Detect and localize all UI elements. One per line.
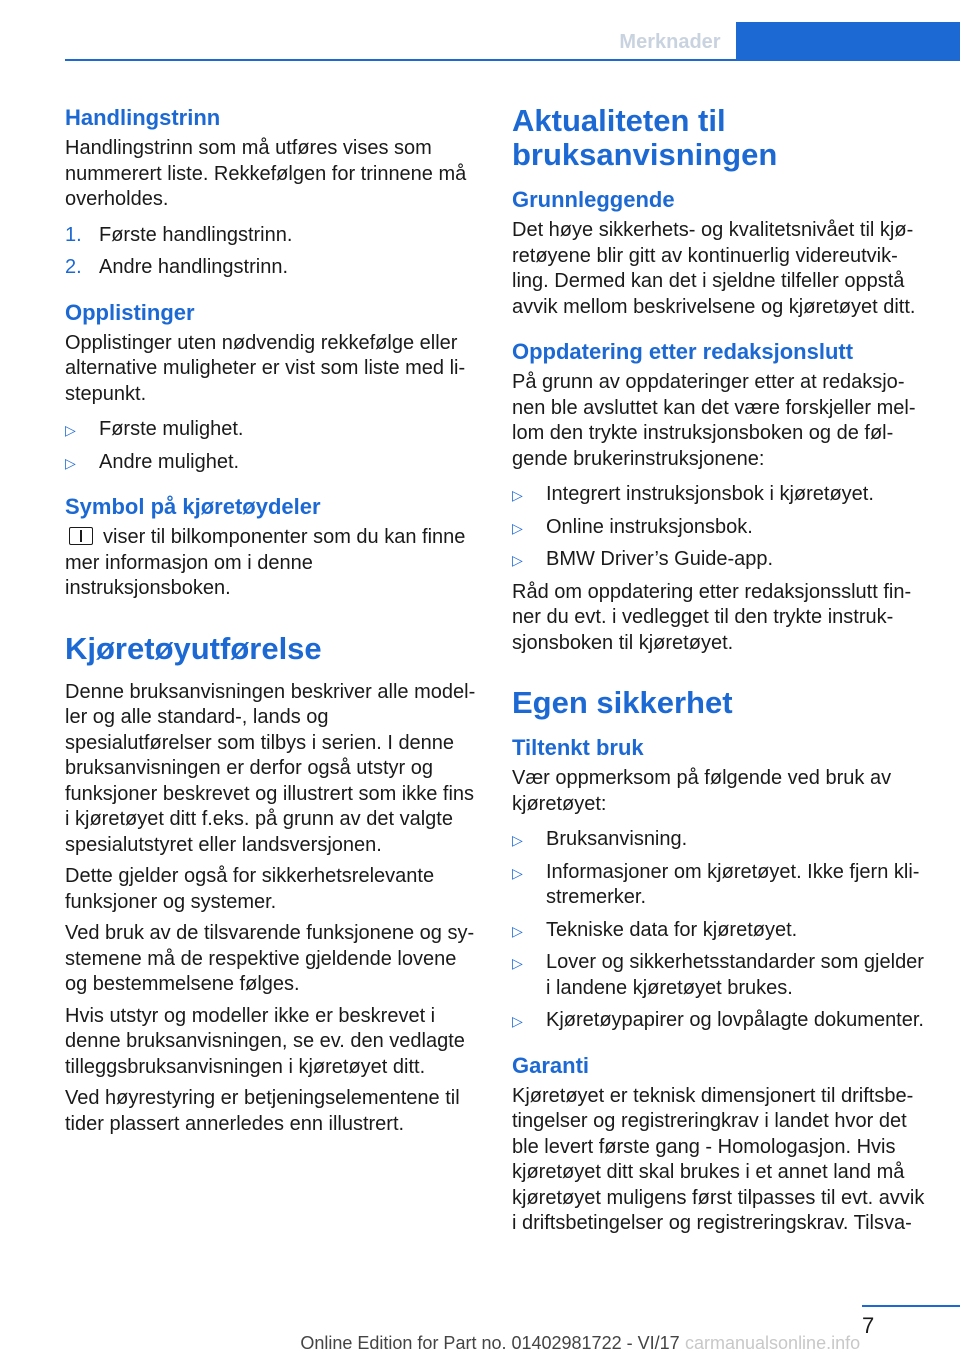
paragraph: Hvis utstyr og modeller ikke er beskrevet i denne bruksanvisningen, se ev. den vedlagte tilleggsbruksanvisningen i kjøretøyet ditt. (65, 1004, 465, 1078)
heading-handlingstrinn: Handlingstrinn (65, 105, 221, 130)
paragraph: Dette gjelder også for sikkerhetsrelevante funksjoner og systemer. (65, 865, 435, 913)
paragraph: Opplistinger uten nødvendig rekkefølge eller alternative muligheter er vist som liste med listepunkt. (65, 331, 466, 405)
book-icon (69, 527, 93, 545)
triangle-right-icon: ▷ (512, 922, 523, 939)
chapter-title: Merknader (619, 31, 721, 53)
list-number: 1. (65, 223, 82, 246)
list-item-text: Online instruksjonsbok. (546, 515, 753, 538)
triangle-right-icon: ▷ (512, 955, 523, 971)
list-item (512, 827, 927, 853)
section-egen-sikkerhet (512, 686, 927, 1237)
list-item (65, 255, 480, 281)
triangle-right-icon: ▷ (512, 519, 523, 536)
list-item-text: BMW Driver’s Guide-app. (546, 548, 774, 570)
heading-oppdatering: Oppdatering etter redaksjonslutt (512, 339, 854, 364)
triangle-right-icon: ▷ (512, 552, 523, 568)
heading-kjoretoyutforelse: Kjøretøyutførelse (65, 630, 322, 666)
heading-garanti: Garanti (512, 1052, 590, 1078)
list-item (512, 1008, 927, 1034)
list-item-text: Første mulighet. (99, 418, 244, 440)
list-item (65, 450, 480, 476)
list-item-text: Lover og sikkerhetsstandarder som gjelder i landene kjøretøyet brukes. (546, 951, 924, 999)
bullet-list (65, 417, 480, 475)
watermark: carmanualsonline.info (685, 1333, 861, 1353)
heading-aktualiteten: Aktualiteten til bruksanvisningen (512, 103, 778, 172)
list-item (65, 223, 480, 249)
heading-symbol: Symbol på kjøretøydeler (65, 494, 321, 519)
list-item-text: Første handlingstrinn. (99, 223, 293, 246)
numbered-list (65, 223, 480, 281)
list-item-text: Andre mulighet. (99, 450, 240, 473)
triangle-right-icon: ▷ (512, 832, 523, 848)
bullet-list (512, 827, 927, 1034)
paragraph: Ved bruk av de tilsvarende funksjonene og systemene må de respektive gjeldende lovene og bestemmelsene følges. (65, 922, 475, 995)
list-item (512, 547, 927, 573)
list-item (512, 482, 927, 508)
heading-tiltenkt-bruk: Tiltenkt bruk (512, 735, 644, 760)
paragraph: Kjøretøyet er teknisk dimensjonert til driftsbetingelser og registreringkrav i landet hvor det ble levert første gang - Homologasjon. Hvis kjøretøyet ditt skal brukes i et annet land må kjøretøyet muligens først tilpasses til evt. avvik i driftsbetingelser og registreringskrav. Tilsva- (512, 1084, 925, 1234)
triangle-right-icon: ▷ (65, 422, 76, 438)
section-opplistinger (65, 299, 480, 476)
list-item-text: Informasjoner om kjøretøyet. Ikke fjern klistremerker. (546, 860, 920, 908)
triangle-right-icon: ▷ (512, 1013, 523, 1029)
right-column (512, 104, 927, 1243)
page-number: 7 (862, 1313, 875, 1338)
paragraph: Vær oppmerksom på følgende ved bruk av kjøretøyet: (512, 767, 892, 815)
paragraph: Råd om oppdatering etter redaksjonsslutt finner du evt. i vedlegget til den trykte instruksjonsboken til kjøretøyet. (512, 580, 912, 654)
list-item-text: Andre handlingstrinn. (99, 256, 289, 278)
list-item (512, 860, 927, 911)
footer-rule (862, 1305, 960, 1307)
paragraph: På grunn av oppdateringer etter at redaksjonen ble avsluttet kan det være forskjeller mellom den trykte instruksjonsboken og de følgende brukerinstruksjonene: (512, 371, 916, 470)
paragraph (65, 525, 480, 602)
list-item (512, 515, 927, 541)
heading-egen-sikkerhet: Egen sikkerhet (512, 685, 733, 720)
list-item (65, 417, 480, 443)
triangle-right-icon: ▷ (65, 454, 76, 471)
list-item-text: Tekniske data for kjøretøyet. (546, 918, 798, 941)
list-item (512, 950, 927, 1001)
triangle-right-icon: ▷ (512, 864, 523, 881)
paragraph: Ved høyrestyring er betjeningselementene til tider plassert annerledes enn illustrert. (65, 1087, 460, 1135)
header-tab (736, 22, 960, 61)
paragraph: Denne bruksanvisningen beskriver alle modeller og alle standard-, lands og spesialutførelser som tilbys i serien. I denne bruksanvisningen er derfor også utstyr og funksjoner beskrevet og illustrert som ikke fins i kjøretøyet ditt f.eks. på grunn av det valgte spesialutstyret eller landsversjonen. (65, 680, 476, 856)
section-handlingstrinn (65, 104, 480, 281)
list-item-text: Bruksanvisning. (546, 828, 688, 850)
paragraph: Handlingstrinn som må utføres vises som nummerert liste. Rekkefølgen for trinnene må overholdes. (65, 137, 467, 210)
list-item (512, 918, 927, 944)
list-item-text: Kjøretøypapirer og lovpålagte dokumenter. (546, 1009, 924, 1031)
triangle-right-icon: ▷ (512, 487, 523, 503)
bullet-list (512, 482, 927, 573)
paragraph: Det høye sikkerhets- og kvalitetsnivået til kjøretøyene blir gitt av kontinuerlig videreutvikling. Dermed kan det i sjeldne tilfeller oppstå avvik mellom beskrivelsene og kjøretøyet ditt. (512, 219, 916, 318)
edition-footer: Online Edition for Part no. 01402981722 - VI/17 (300, 1333, 680, 1353)
symbol-text: viser til bilkomponenter som du kan finne mer informasjon om i denne instruksjonsboken. (65, 526, 466, 599)
heading-grunnleggende: Grunnleggende (512, 187, 675, 212)
heading-opplistinger: Opplistinger (65, 299, 195, 325)
left-column (65, 104, 480, 1143)
section-symbol (65, 493, 480, 602)
list-number: 2. (65, 256, 82, 278)
list-item-text: Integrert instruksjonsbok i kjøretøyet. (546, 483, 874, 505)
section-aktualiteten (512, 104, 927, 656)
section-kjoretoyutforelse (65, 632, 480, 1138)
